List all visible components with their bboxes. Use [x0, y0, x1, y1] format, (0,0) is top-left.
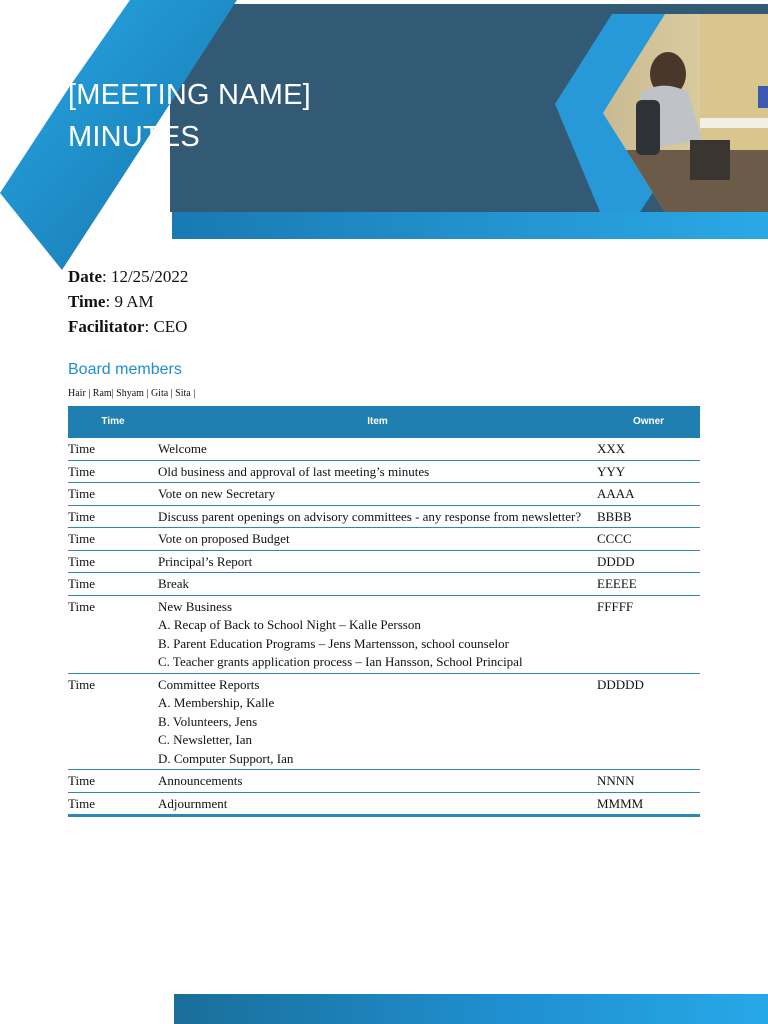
- facilitator-label: Facilitator: [68, 317, 145, 336]
- agenda-table: [68, 406, 700, 817]
- agenda-row: [68, 550, 700, 573]
- agenda-owner-cell: BBBB: [597, 505, 700, 528]
- agenda-subitem: A. Membership, Kalle: [158, 695, 275, 710]
- agenda-time-cell: Time: [68, 573, 158, 596]
- agenda-item-title: Vote on new Secretary: [158, 486, 276, 501]
- agenda-item-title: Committee Reports: [158, 676, 260, 692]
- footer-bar: [174, 994, 768, 1024]
- agenda-item-cell: [158, 528, 597, 551]
- agenda-item-title: Discuss parent openings on advisory committees - any response from newsletter?: [158, 508, 582, 524]
- agenda-subitem: C. Newsletter, Ian: [158, 732, 253, 747]
- agenda-owner-cell: CCCC: [597, 528, 700, 551]
- agenda-owner-cell: DDDDD: [597, 673, 700, 770]
- agenda-owner-cell: FFFFF: [597, 595, 700, 673]
- agenda-item-cell: [158, 550, 597, 573]
- agenda-time-cell: Time: [68, 550, 158, 573]
- agenda-subitem: B. Volunteers, Jens: [158, 713, 258, 729]
- title-line-2: MINUTES: [68, 121, 200, 153]
- document-title: [68, 74, 311, 158]
- agenda-body: [68, 438, 700, 816]
- meeting-details: [68, 264, 188, 339]
- agenda-item-title: Vote on proposed Budget: [158, 531, 290, 546]
- agenda-item-title: Principal’s Report: [158, 553, 253, 569]
- facilitator-line: [68, 314, 188, 339]
- agenda-time-cell: Time: [68, 460, 158, 483]
- date-value: : 12/25/2022: [101, 267, 189, 286]
- agenda-owner-cell: YYY: [597, 460, 700, 483]
- agenda-time-cell: Time: [68, 528, 158, 551]
- agenda-subitem: A. Recap of Back to School Night – Kalle Persson: [158, 617, 421, 632]
- date-line: [68, 264, 188, 289]
- agenda-subitem: C. Teacher grants application process – Ian Hansson, School Principal: [158, 654, 523, 669]
- agenda-owner-cell: EEEEE: [597, 573, 700, 596]
- agenda-item-cell: [158, 438, 597, 460]
- agenda-item-title: New Business: [158, 598, 233, 614]
- agenda-time-cell: Time: [68, 595, 158, 673]
- agenda-item-cell: [158, 483, 597, 506]
- agenda-item-title: Announcements: [158, 773, 243, 788]
- agenda-subitem: D. Computer Support, Ian: [158, 750, 294, 766]
- date-label: Date: [68, 267, 102, 286]
- agenda-item-title: Old business and approval of last meeting’s minutes: [158, 463, 430, 479]
- agenda-item-cell: [158, 505, 597, 528]
- time-value: : 9 AM: [105, 292, 154, 311]
- agenda-owner-cell: NNNN: [597, 770, 700, 793]
- agenda-item-title: Welcome: [158, 441, 207, 456]
- agenda-item-cell: [158, 460, 597, 483]
- time-column-header: Time: [68, 406, 158, 438]
- agenda-row: [68, 792, 700, 816]
- agenda-row: [68, 483, 700, 506]
- agenda-subitem: B. Parent Education Programs – Jens Martensson, school counselor: [158, 635, 509, 651]
- agenda-header-row: [68, 406, 700, 438]
- agenda-item-cell: [158, 770, 597, 793]
- agenda-row: [68, 460, 700, 483]
- agenda-time-cell: Time: [68, 505, 158, 528]
- agenda-item-cell: [158, 673, 597, 770]
- agenda-row: [68, 595, 700, 673]
- agenda-row: [68, 770, 700, 793]
- agenda-time-cell: Time: [68, 673, 158, 770]
- item-column-header: Item: [158, 406, 597, 438]
- agenda-row: [68, 438, 700, 460]
- agenda-row: [68, 528, 700, 551]
- agenda-owner-cell: AAAA: [597, 483, 700, 506]
- agenda-time-cell: Time: [68, 483, 158, 506]
- header-banner: [0, 0, 768, 270]
- agenda-item-cell: [158, 595, 597, 673]
- agenda-item-title: Break: [158, 576, 190, 591]
- owner-column-header: Owner: [597, 406, 700, 438]
- time-line: [68, 289, 188, 314]
- agenda-item-cell: [158, 792, 597, 816]
- title-line-1: [MEETING NAME]: [68, 79, 311, 111]
- agenda-time-cell: Time: [68, 792, 158, 816]
- agenda-row: [68, 573, 700, 596]
- agenda-owner-cell: XXX: [597, 441, 626, 456]
- agenda-row: [68, 673, 700, 770]
- board-members-list: Hair | Ram| Shyam | Gita | Sita |: [68, 388, 196, 399]
- agenda-item-cell: [158, 573, 597, 596]
- agenda-time-cell: Time: [68, 441, 95, 456]
- board-members-heading: Board members: [68, 361, 182, 378]
- agenda-row: [68, 505, 700, 528]
- agenda-owner-cell: MMMM: [597, 792, 700, 816]
- facilitator-value: : CEO: [144, 317, 188, 336]
- agenda-time-cell: Time: [68, 770, 158, 793]
- agenda-item-title: Adjournment: [158, 795, 228, 811]
- time-label: Time: [68, 292, 106, 311]
- agenda-owner-cell: DDDD: [597, 550, 700, 573]
